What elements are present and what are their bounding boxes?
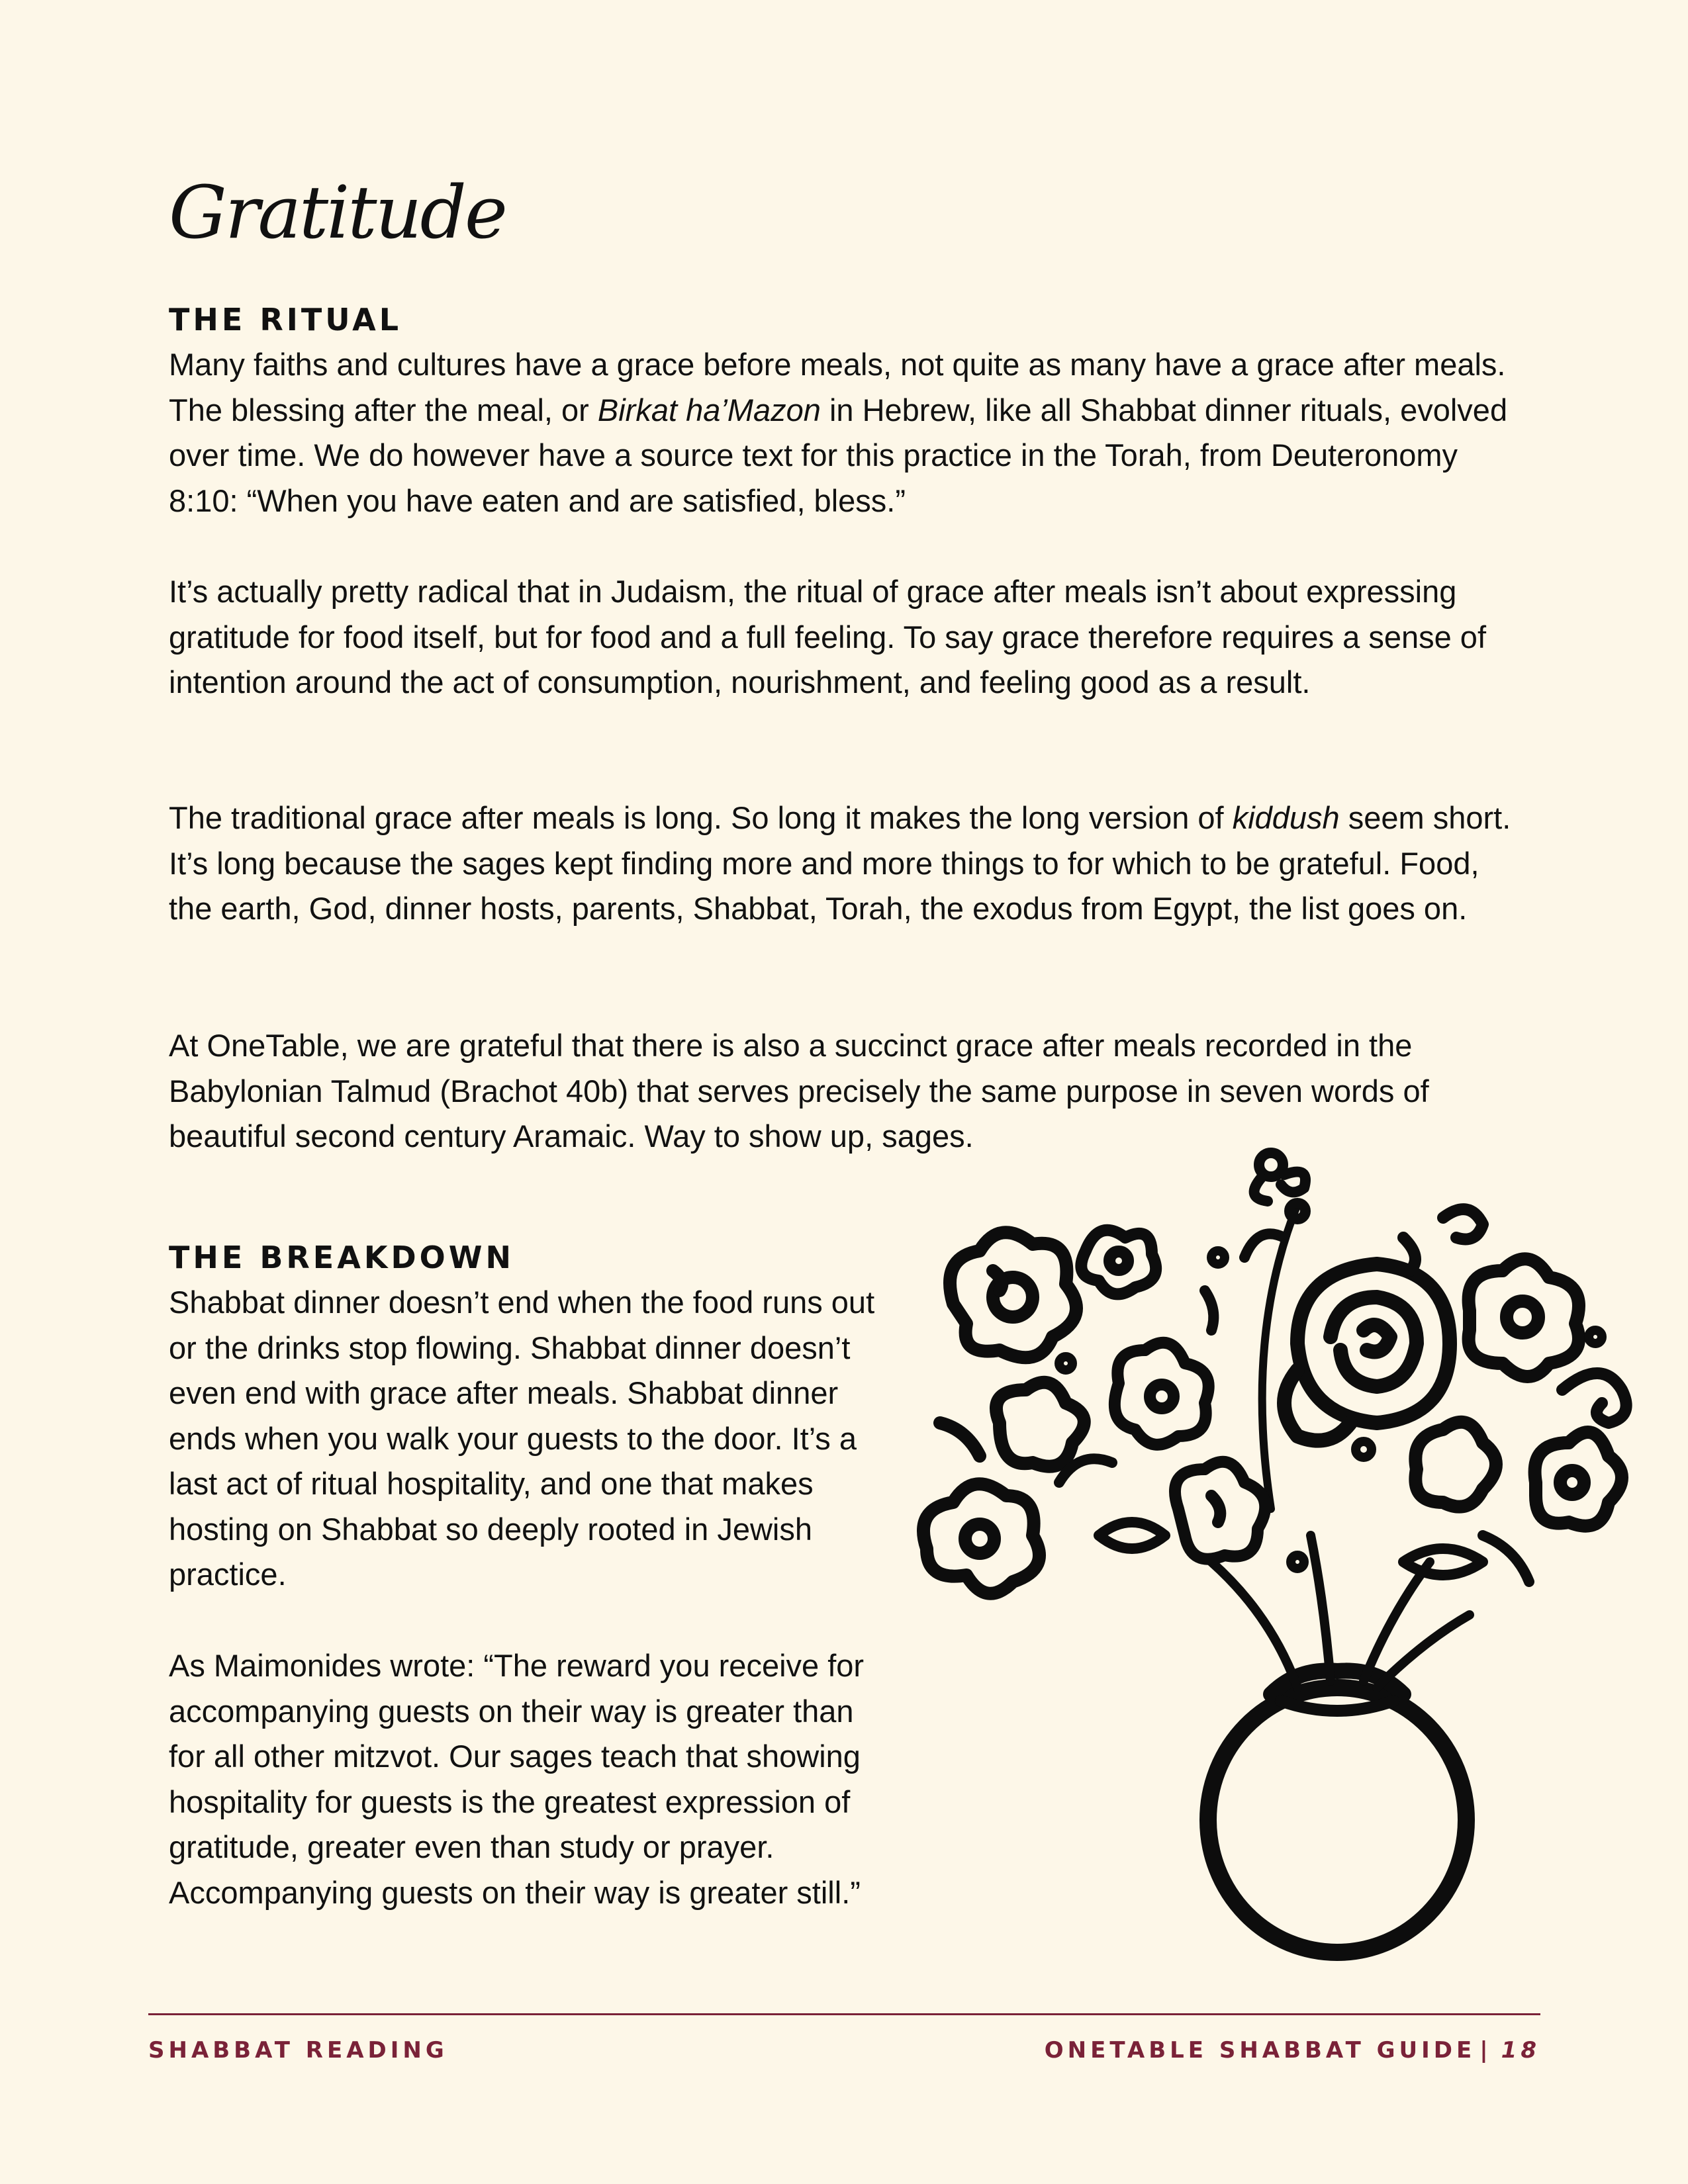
ritual-paragraph-2: It’s actually pretty radical that in Judaism, the ritual of grace after meals isn’t about expressing gratitude for food itself, but for food and a full feeling. To say grace therefore requires a sense of intention around the act of consumption, nourishment, and feeling good as a result.	[169, 574, 1486, 700]
ritual-p3-text-a: The traditional grace after meals is long. So long it makes the long version of	[169, 800, 1233, 835]
birkat-hamazon-term: Birkat ha’Mazon	[597, 392, 821, 428]
ritual-heading: THE RITUAL	[169, 302, 402, 338]
ritual-paragraph-1	[169, 342, 1519, 523]
breakdown-paragraph-1: Shabbat dinner doesn’t end when the food runs out or the drinks stop flowing. Shabbat dinner doesn’t even end with grace after meals. Shabbat dinner ends when you walk your guests to the door. It’s a last act of ritual hospitality, and one that makes hosting on Shabbat so deeply rooted in Jewish practice.	[169, 1285, 875, 1592]
footer-separator: |	[1479, 2037, 1492, 2064]
breakdown-paragraph-2: As Maimonides wrote: “The reward you receive for accompanying guests on their way is greater than for all other mitzvot. Our sages teach that showing hospitality for guests is the greatest expression of gratitude, greater even than study or prayer. Accompanying guests on their way is greater still.”	[169, 1648, 865, 1910]
kiddush-term: kiddush	[1232, 800, 1340, 835]
footer-guide-title: ONETABLE SHABBAT GUIDE	[1044, 2037, 1476, 2064]
ritual-paragraph-4: At OneTable, we are grateful that there is also a succinct grace after meals recorded in the Babylonian Talmud (Brachot 40b) that serves precisely the same purpose in seven words of beautiful second century Aramaic. Way to show up, sages.	[169, 1028, 1429, 1154]
page-title: Gratitude	[169, 170, 506, 255]
footer-guide-label	[1045, 2037, 1540, 2064]
footer-divider	[148, 2013, 1540, 2015]
ritual-paragraph-3	[169, 796, 1519, 932]
flower-vase-icon	[900, 1138, 1642, 1966]
ritual-p3-text-b: seem short. It’s long because the sages kept finding more and more things to for which to be grateful. Food, the earth, God, dinner hosts, parents, Shabbat, Torah, the exodus from Egypt, the list goes on.	[169, 800, 1511, 926]
ritual-p1-text-a: Many faiths and cultures have a grace before meals, not quite as many have a grace after meals. The blessing after the meal, or	[169, 347, 1506, 428]
ritual-p1-text-b: in Hebrew, like all Shabbat dinner rituals, evolved over time. We do however have a source text for this practice in the Torah, from Deuteronomy 8:10: “When you have eaten and are satisfied, bless.”	[169, 392, 1508, 518]
footer-section-label: SHABBAT READING	[148, 2037, 448, 2064]
breakdown-heading: THE BREAKDOWN	[169, 1240, 514, 1275]
page-number: 18	[1501, 2037, 1540, 2064]
